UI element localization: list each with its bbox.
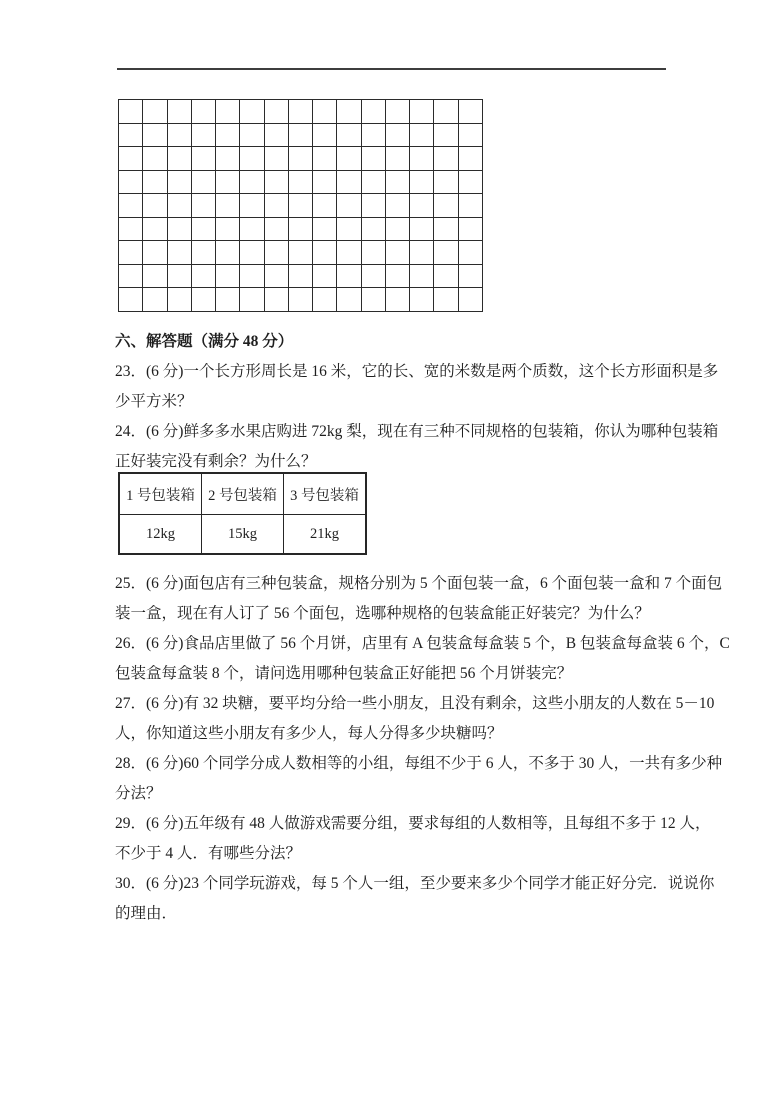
grid-cell [362,124,386,148]
grid-cell [386,124,410,148]
grid-cell [168,288,192,312]
grid-cell [143,288,167,312]
grid-cell [240,171,264,195]
table-value-cell: 15kg [202,515,284,555]
grid-cell [459,241,483,265]
grid-cell [143,124,167,148]
grid-cell [143,100,167,124]
grid-cell [410,100,434,124]
problem-line: 的理由． [115,905,178,922]
grid-cell [216,288,240,312]
grid-cell [386,194,410,218]
grid-cell [143,194,167,218]
grid-cell [265,100,289,124]
grid-cell [216,124,240,148]
grid-cell [119,241,143,265]
grid-cell [434,241,458,265]
grid-cell [192,218,216,242]
grid-cell [119,288,143,312]
grid-cell [337,265,361,289]
grid-cell [362,241,386,265]
problem-line: 30．(6 分)23 个同学玩游戏，每 5 个人一组，至少要来多少个同学才能正好分完．说说你 [115,875,715,892]
problem-27 [115,689,715,749]
grid-cell [459,194,483,218]
grid-cell [168,194,192,218]
grid-cell [337,241,361,265]
grid-cell [313,147,337,171]
grid-cell [240,147,264,171]
grid-cell [289,147,313,171]
problem-29 [115,809,711,869]
table-header-cell: 1 号包装箱 [119,473,202,515]
grid-cell [313,194,337,218]
grid-cell [265,288,289,312]
grid-cell [143,147,167,171]
problem-25 [115,569,723,629]
grid-cell [410,288,434,312]
grid-cell [313,288,337,312]
grid-cell [386,241,410,265]
grid-cell [386,218,410,242]
grid-cell [192,100,216,124]
grid-cell [265,194,289,218]
grid-cell [216,194,240,218]
grid-cell [240,100,264,124]
grid-cell [313,241,337,265]
problem-30 [115,869,715,929]
top-rule [117,68,666,70]
grid-cell [313,171,337,195]
grid-cell [168,100,192,124]
problem-line: 25．(6 分)面包店有三种包装盒，规格分别为 5 个面包装一盒，6 个面包装一盒和 7 个面包 [115,575,723,592]
grid-cell [434,265,458,289]
grid-cell [119,100,143,124]
problem-line: 装一盒，现在有人订了 56 个面包，选哪种规格的包装盒能正好装完？为什么？ [115,605,650,622]
grid-cell [386,100,410,124]
grid-cell [240,218,264,242]
grid-cell [362,265,386,289]
problem-line: 少平方米？ [115,393,193,410]
problem-26 [115,629,730,689]
grid-cell [265,171,289,195]
grid-cell [216,265,240,289]
grid-cell [240,124,264,148]
grid-cell [410,124,434,148]
grid-cell [240,265,264,289]
grid-cell [313,124,337,148]
grid-cell [289,218,313,242]
grid-cell [410,171,434,195]
grid-cell [143,218,167,242]
grid-cell [143,265,167,289]
grid-cell [410,265,434,289]
problem-23 [115,357,719,417]
grid-cell [289,241,313,265]
grid-cell [459,265,483,289]
problem-line: 23．(6 分)一个长方形周长是 16 米，它的长、宽的米数是两个质数，这个长方形面积是多 [115,363,719,380]
grid-cell [265,241,289,265]
grid-cell [337,218,361,242]
grid-cell [362,171,386,195]
grid-cell [192,241,216,265]
grid-cell [386,171,410,195]
grid-cell [168,241,192,265]
problem-24 [115,417,719,555]
grid-cell [143,171,167,195]
grid-cell [192,124,216,148]
grid-cell [289,265,313,289]
grid-cell [410,147,434,171]
problem-28 [115,749,723,809]
problem-line: 26．(6 分)食品店里做了 56 个月饼，店里有 A 包装盒每盒装 5 个，B 包装盒每盒装 6 个，C [115,635,730,652]
problem-line: 包装盒每盒装 8 个，请问选用哪种包装盒正好能把 56 个月饼装完？ [115,665,573,682]
grid-cell [265,124,289,148]
grid-cell [265,147,289,171]
grid-cell [216,100,240,124]
grid-cell [240,288,264,312]
grid-cell [119,265,143,289]
table-header-cell: 2 号包装箱 [202,473,284,515]
grid-cell [434,218,458,242]
answer-grid [118,99,483,312]
grid-cell [119,218,143,242]
grid-cell [386,265,410,289]
table-value-cell: 21kg [284,515,367,555]
grid-cell [289,124,313,148]
section-header: 六、解答题（满分 48 分） [115,333,294,350]
solution-section [115,327,730,929]
problem-line: 29．(6 分)五年级有 48 人做游戏需要分组，要求每组的人数相等，且每组不多于 12 人， [115,815,711,832]
grid-cell [119,194,143,218]
grid-cell [216,147,240,171]
grid-cell [119,147,143,171]
grid-cell [168,171,192,195]
grid-cell [313,218,337,242]
grid-cell [434,100,458,124]
problem-line: 28．(6 分)60 个同学分成人数相等的小组，每组不少于 6 人，不多于 30 人，一共有多少种 [115,755,723,772]
grid-cell [337,124,361,148]
grid-cell [313,265,337,289]
grid-cell [216,171,240,195]
grid-cell [337,171,361,195]
grid-cell [410,194,434,218]
grid-cell [289,171,313,195]
grid-cell [459,171,483,195]
grid-cell [216,241,240,265]
grid-cell [362,288,386,312]
grid-cell [240,194,264,218]
problem-line: 24．(6 分)鲜多多水果店购进 72kg 梨，现在有三种不同规格的包装箱，你认为哪种包装箱 [115,423,719,440]
grid-cell [168,265,192,289]
grid-cell [459,147,483,171]
grid-cell [434,171,458,195]
grid-cell [337,288,361,312]
grid-cell [313,100,337,124]
grid-cell [265,265,289,289]
grid-cell [168,124,192,148]
packing-box-table [118,472,367,555]
grid-cell [337,100,361,124]
grid-cell [362,218,386,242]
grid-cell [459,100,483,124]
grid-cell [119,171,143,195]
grid-cell [362,100,386,124]
table-value-cell: 12kg [119,515,202,555]
grid-cell [362,194,386,218]
grid-cell [337,147,361,171]
grid-cell [192,288,216,312]
grid-cell [459,218,483,242]
grid-cell [240,241,264,265]
grid-cell [265,218,289,242]
grid-cell [143,241,167,265]
grid-cell [459,288,483,312]
grid-cell [386,288,410,312]
grid-cell [434,194,458,218]
problem-line: 分法？ [115,785,162,802]
grid-cell [289,100,313,124]
grid-cell [168,147,192,171]
grid-cell [289,194,313,218]
grid-cell [168,218,192,242]
table-header-row [119,473,366,515]
problem-line: 人，你知道这些小朋友有多少人，每人分得多少块糖吗？ [115,725,503,742]
grid-cell [192,171,216,195]
grid-cell [434,288,458,312]
grid-cell [386,147,410,171]
problem-line: 正好装完没有剩余？为什么？ [115,453,317,470]
grid-cell [434,124,458,148]
grid-cell [434,147,458,171]
grid-cell [192,147,216,171]
table-header-cell: 3 号包装箱 [284,473,367,515]
grid-cell [337,194,361,218]
grid-cell [362,147,386,171]
grid-cell [192,265,216,289]
problem-line: 27．(6 分)有 32 块糖，要平均分给一些小朋友，且没有剩余，这些小朋友的人数在 5－10 [115,695,715,712]
grid-cell [410,218,434,242]
problem-line: 不少于 4 人．有哪些分法？ [115,845,302,862]
grid-cell [459,124,483,148]
grid-cell [119,124,143,148]
grid-cell [289,288,313,312]
grid-cell [410,241,434,265]
grid-cell [192,194,216,218]
grid-cell [216,218,240,242]
table-value-row [119,515,366,555]
